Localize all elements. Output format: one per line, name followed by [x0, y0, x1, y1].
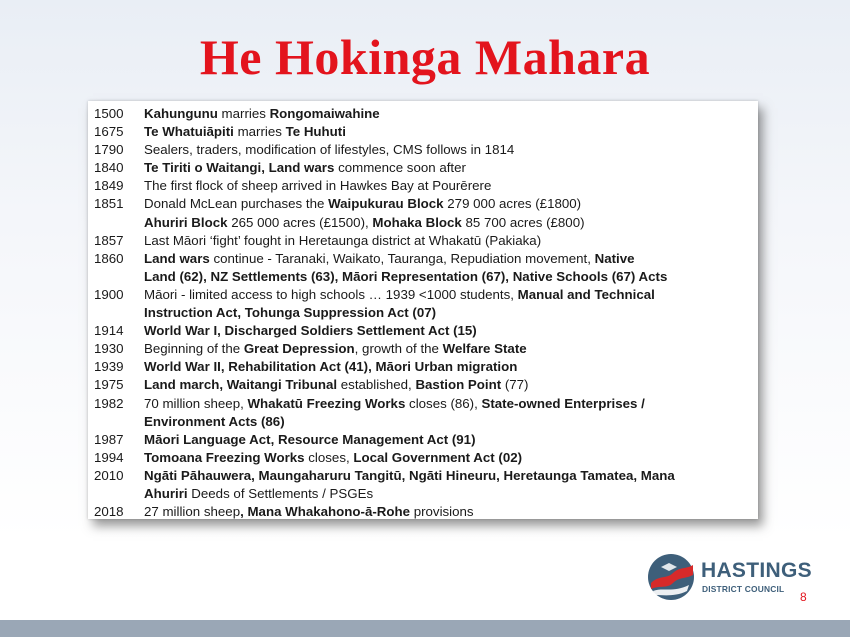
event-text: continue - Taranaki, Waikato, Tauranga, Repudiation movement, [209, 250, 595, 266]
event-text-bold: Welfare State [442, 341, 527, 357]
timeline-event [144, 449, 754, 467]
timeline-year: 2018 [94, 504, 124, 520]
event-text: Last Māori ‘fight’ fought in Heretaunga district at Whakatū (Pakiaka) [144, 232, 542, 248]
timeline-year: 1900 [94, 286, 124, 302]
event-text: marries [217, 106, 270, 121]
timeline-event-line [144, 123, 754, 141]
event-text: Beginning of the [144, 341, 244, 357]
page-number: 8 [800, 590, 807, 604]
event-text-bold: Land wars [144, 250, 210, 266]
event-text-bold: Local Government Act (02) [353, 449, 523, 465]
timeline-row [94, 449, 754, 467]
event-text: closes (86), [405, 395, 482, 411]
event-text-bold: Manual and Technical [517, 286, 655, 302]
timeline-event [144, 250, 754, 286]
timeline-event-line [144, 431, 754, 449]
timeline-year: 1857 [94, 232, 124, 248]
timeline-event [144, 232, 754, 250]
logo-name: HASTINGS [701, 559, 812, 582]
logo-subtitle: DISTRICT COUNCIL [702, 584, 785, 594]
event-text: , growth of the [354, 341, 443, 357]
timeline-row [94, 467, 754, 503]
timeline-row [94, 105, 754, 123]
timeline-event [144, 358, 754, 376]
timeline-year: 1994 [94, 449, 124, 465]
event-text-bold: Bastion Point [415, 377, 502, 393]
event-text: 85 700 acres (£800) [461, 214, 585, 230]
timeline-year: 1930 [94, 341, 124, 357]
event-text: (77) [501, 377, 529, 393]
event-text-bold: Ngāti Pāhauwera, Maungaharuru Tangitū, Ngāti Hineuru, Heretaunga Tamatea, Mana [144, 467, 675, 483]
timeline-year: 1939 [94, 359, 124, 375]
timeline-event [144, 123, 754, 141]
timeline-row [94, 322, 754, 340]
timeline-event [144, 159, 754, 177]
timeline-event [144, 105, 754, 123]
timeline-row [94, 358, 754, 376]
timeline-year: 1975 [94, 377, 124, 393]
timeline-event [144, 431, 754, 449]
timeline-event [144, 340, 754, 358]
timeline-event-line [144, 322, 754, 340]
timeline-list [94, 105, 754, 521]
event-text-bold: Te Whatuiāpiti [144, 124, 234, 140]
timeline-event-line [144, 395, 754, 413]
hastings-council-emblem-icon [647, 553, 695, 601]
event-text: provisions [410, 504, 474, 520]
timeline-year: 1840 [94, 160, 124, 176]
timeline-row [94, 123, 754, 141]
timeline-event-line [144, 286, 754, 304]
event-text: established, [337, 377, 416, 393]
event-text: Deeds of Settlements / PSGEs [187, 485, 374, 501]
event-text-bold: , Mana Whakahono-ā-Rohe [240, 504, 411, 520]
timeline-event-line [144, 268, 754, 286]
timeline-event-line [144, 304, 754, 322]
event-text-bold: Rongomaiwahine [269, 106, 380, 121]
timeline-event-line [144, 485, 754, 503]
timeline-event [144, 322, 754, 340]
event-text-bold: Mohaka Block [372, 214, 462, 230]
timeline-event [144, 286, 754, 322]
timeline-event-line [144, 413, 754, 431]
event-text-bold: World War I, Discharged Soldiers Settlement Act (15) [144, 323, 477, 339]
event-text-bold: Ahuriri Block [144, 214, 228, 230]
slide-title: He Hokinga Mahara [199, 29, 651, 85]
timeline-event [144, 467, 754, 503]
event-text-bold: State-owned Enterprises / [481, 395, 645, 411]
timeline-row [94, 340, 754, 358]
timeline-row [94, 159, 754, 177]
timeline-event-line [144, 214, 754, 232]
event-text-bold: Waipukurau Block [328, 196, 444, 212]
timeline-event-line [144, 449, 754, 467]
timeline-event-line [144, 177, 754, 195]
timeline-event [144, 503, 754, 521]
timeline-year: 1675 [94, 124, 124, 140]
event-text: marries [233, 124, 286, 140]
event-text-bold: Te Huhuti [285, 124, 346, 140]
timeline-event-line [144, 159, 754, 177]
timeline-event-line [144, 105, 754, 123]
timeline-event-line [144, 141, 754, 159]
timeline-year: 1849 [94, 178, 124, 194]
event-text-bold: World War II, Rehabilitation Act (41), Māori Urban migration [144, 359, 518, 375]
timeline-row [94, 232, 754, 250]
timeline-event-line [144, 358, 754, 376]
timeline-year: 1790 [94, 142, 124, 158]
timeline-row [94, 141, 754, 159]
timeline-event-line [144, 503, 754, 521]
timeline-event [144, 141, 754, 159]
timeline-event-line [144, 195, 754, 213]
event-text-bold: Tomoana Freezing Works [144, 449, 305, 465]
event-text-bold: Whakatū Freezing Works [247, 395, 406, 411]
timeline-row [94, 195, 754, 231]
event-text-bold: Environment Acts (86) [144, 413, 285, 429]
event-text: Māori - limited access to high schools … 1939 <1000 students, [144, 286, 518, 302]
timeline-event-line [144, 376, 754, 394]
timeline-year: 1914 [94, 323, 124, 339]
event-text: 27 million sheep [144, 504, 241, 520]
event-text: 265 000 acres (£1500), [227, 214, 373, 230]
timeline-row [94, 177, 754, 195]
event-text: Donald McLean purchases the [144, 196, 329, 212]
timeline-year: 1982 [94, 395, 124, 411]
timeline-card [88, 101, 758, 519]
event-text: 70 million sheep, [144, 395, 248, 411]
timeline-event-line [144, 467, 754, 485]
timeline-event [144, 376, 754, 394]
timeline-row [94, 395, 754, 431]
timeline-event [144, 177, 754, 195]
event-text-bold: Native [594, 250, 635, 266]
timeline-year: 1987 [94, 431, 124, 447]
timeline-row [94, 286, 754, 322]
event-text: commence soon after [334, 160, 466, 176]
bottom-bar [0, 620, 850, 637]
timeline-event [144, 195, 754, 231]
timeline-year: 1500 [94, 106, 124, 121]
event-text-bold: Great Depression [243, 341, 355, 357]
event-text-bold: Māori Language Act, Resource Management Act (91) [144, 431, 476, 447]
event-text-bold: Land (62), NZ Settlements (63), Māori Representation (67), Native Schools (67) Acts [144, 268, 668, 284]
event-text-bold: Ahuriri [144, 485, 188, 501]
timeline-event-line [144, 232, 754, 250]
event-text: Sealers, traders, modification of lifestyles, CMS follows in 1814 [144, 142, 515, 158]
timeline-row [94, 250, 754, 286]
timeline-row [94, 503, 754, 521]
timeline-event [144, 395, 754, 431]
event-text: closes, [304, 449, 354, 465]
event-text-bold: Land march, Waitangi Tribunal [144, 377, 338, 393]
event-text: 279 000 acres (£1800) [443, 196, 582, 212]
timeline-row [94, 376, 754, 394]
event-text: The first flock of sheep arrived in Hawkes Bay at Pourērere [144, 178, 492, 194]
event-text-bold: Kahungunu [144, 106, 218, 121]
timeline-event-line [144, 250, 754, 268]
timeline-year: 2010 [94, 467, 124, 483]
timeline-year: 1851 [94, 196, 124, 212]
timeline-event-line [144, 340, 754, 358]
timeline-year: 1860 [94, 250, 124, 266]
timeline-row [94, 431, 754, 449]
event-text-bold: Instruction Act, Tohunga Suppression Act (07) [144, 305, 437, 321]
event-text-bold: Te Tiriti o Waitangi, Land wars [144, 160, 335, 176]
